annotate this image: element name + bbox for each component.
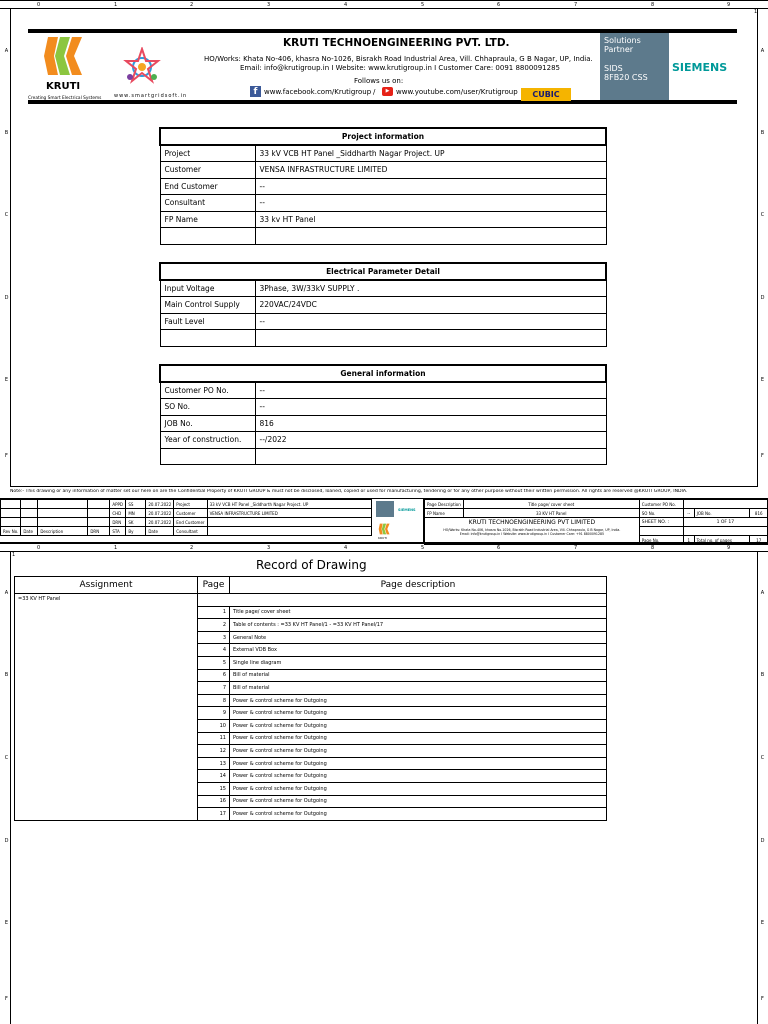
desc-cell: Single line diagram [230, 656, 607, 669]
tb-po-label: Customer PO No. [639, 500, 683, 509]
info-label: Input Voltage [160, 280, 255, 297]
row-mark: F [761, 996, 764, 1002]
tb-page-no-label: Page No. [639, 536, 683, 545]
star-logo-icon [122, 47, 162, 85]
tb-drn-col: DRN [88, 527, 110, 536]
row-mark: C [4, 212, 9, 218]
info-value: --/2022 [255, 432, 606, 449]
page-cell: 6 [198, 669, 230, 682]
desc-cell: Power & control scheme for Outgoing [230, 795, 607, 808]
partner-badge [600, 33, 669, 100]
smartgrid-url: www.smartgridsoft.in [114, 93, 188, 99]
info-label: Year of construction. [160, 432, 255, 449]
row-mark: E [4, 377, 9, 383]
ruler-col: 6 [497, 545, 501, 551]
table-row [160, 415, 606, 432]
corner-mark: 1 [754, 9, 758, 15]
company-contact: Email: info@krutigroup.in I Website: www.krutigroup.in I Customer Care: 0091 8800091285 [240, 64, 560, 72]
page-cell: 1 [198, 606, 230, 619]
tb-page-no-value: 1 [683, 536, 694, 545]
info-value: 33 kV VCB HT Panel _Siddharth Nagar Project. UP [255, 145, 606, 162]
ruler-col: 4 [344, 2, 348, 8]
project-info-title: Project information [160, 128, 606, 145]
logo-tagline: Creating Smart Electrical Systems [28, 96, 102, 101]
tb-end-customer-label: End Customer [174, 518, 207, 527]
tb-partner-mini [376, 501, 394, 517]
table-row [160, 313, 606, 330]
row-mark: B [4, 672, 9, 678]
header-banner [28, 29, 737, 104]
tb-sheet-label: SHEET NO. : [639, 518, 683, 527]
info-label [160, 228, 255, 245]
tb-desc-label: Description [38, 527, 88, 536]
desc-cell: General Note [230, 631, 607, 644]
page-cell: 7 [198, 682, 230, 695]
desc-cell: Bill of material [230, 682, 607, 695]
page-cell: 12 [198, 745, 230, 758]
row-mark: A [4, 590, 9, 596]
col-page: Page [198, 577, 230, 594]
desc-cell: Power & control scheme for Outgoing [230, 782, 607, 795]
tb-chd-by: MN [126, 509, 146, 518]
tb-so-label: SO No. [639, 509, 683, 518]
desc-cell: Power & control scheme for Outgoing [230, 770, 607, 783]
row-mark: F [5, 996, 8, 1002]
siemens-logo: SIEMENS [672, 61, 728, 74]
table-row [160, 448, 606, 465]
table-row [160, 195, 606, 212]
row-mark: D [4, 838, 9, 844]
general-table [159, 364, 607, 465]
page-cell: 13 [198, 757, 230, 770]
kruti-logo [28, 35, 102, 101]
page-cell: 8 [198, 694, 230, 707]
desc-cell: Power & control scheme for Outgoing [230, 694, 607, 707]
tb-customer-label: Customer [174, 509, 207, 518]
page-cell: 10 [198, 719, 230, 732]
table-row [160, 228, 606, 245]
info-value: -- [255, 178, 606, 195]
table-row [160, 382, 606, 399]
table-row [160, 399, 606, 416]
link-separator: / [373, 88, 376, 96]
info-value: VENSA INFRASTRUCTURE LIMITED [255, 162, 606, 179]
title-block-right [424, 499, 768, 545]
tb-date-col: Date [146, 527, 174, 536]
record-table [14, 576, 607, 821]
tb-job-label: JOB No. [694, 509, 750, 518]
assignment-cell [15, 594, 198, 821]
tb-contact: Email: info@krutigroup.in I Website: www.krutigroup.in I Customer Care: +91 8800091285 [459, 532, 605, 536]
ruler-col: 0 [37, 545, 41, 551]
desc-cell: Title page/ cover sheet [230, 606, 607, 619]
info-value [255, 448, 606, 465]
desc-cell: Power & control scheme for Outgoing [230, 719, 607, 732]
follow-label: Follows us on: [354, 77, 404, 85]
page-cell: 16 [198, 795, 230, 808]
second-ruler [0, 543, 768, 552]
info-label: JOB No. [160, 415, 255, 432]
logo-name: KRUTI [46, 81, 81, 92]
ruler-col: 8 [651, 545, 655, 551]
info-value [255, 228, 606, 245]
row-mark: C [760, 755, 765, 761]
info-label: Customer [160, 162, 255, 179]
tb-total-value: 17 [750, 536, 768, 545]
page-cell: 11 [198, 732, 230, 745]
tb-job-value: 816 [750, 509, 768, 518]
info-label: SO No. [160, 399, 255, 416]
cubic-logo: CUBIC [521, 88, 571, 101]
tb-page-desc-value: Title page/ cover sheet [463, 500, 639, 509]
youtube-icon: ▶ [382, 87, 393, 96]
info-value: -- [255, 382, 606, 399]
ruler-col: 0 [37, 2, 41, 8]
row-mark: B [760, 130, 765, 136]
page-cell: 9 [198, 707, 230, 720]
ruler-col: 9 [727, 2, 731, 8]
table-row [160, 178, 606, 195]
kruti-chevron-icon [44, 35, 88, 77]
tb-logos [372, 499, 424, 543]
tb-customer-value: VENSA INFRASTRUCTURE LIMITED [207, 509, 371, 518]
page-cell: 17 [198, 808, 230, 821]
col-assignment: Assignment [15, 577, 198, 594]
info-value: 3Phase, 3W/33kV SUPPLY . [255, 280, 606, 297]
tb-po-value [683, 500, 767, 509]
title-block [0, 498, 768, 543]
table-row [160, 432, 606, 449]
info-label [160, 448, 255, 465]
info-value: 33 kv HT Panel [255, 211, 606, 228]
info-value [255, 330, 606, 347]
tb-address: HO/Works: Khata No-406, khasra No-1026, Bisrakh Road Industrial Area, Vill. Chhapraula, G B Nagar, UP, India. [443, 528, 621, 532]
tb-project-value: 33 kV VCB HT Panel _Siddharth Nagar Project. UP [207, 500, 371, 509]
ruler-col: 8 [651, 2, 655, 8]
tb-so-value: -- [683, 509, 694, 518]
row-mark: B [760, 672, 765, 678]
tb-appd-by: SS [126, 500, 146, 509]
row-mark: E [760, 377, 765, 383]
row-mark: F [761, 453, 764, 459]
info-label: Consultant [160, 195, 255, 212]
title-block-left [0, 499, 372, 536]
desc-cell: Power & control scheme for Outgoing [230, 732, 607, 745]
tb-total-label: Total no. of pages [694, 536, 750, 545]
electrical-title: Electrical Parameter Detail [160, 263, 606, 280]
row-mark: D [4, 295, 9, 301]
row-mark: C [4, 755, 9, 761]
smartgrid-logo [114, 47, 188, 101]
info-label: FP Name [160, 211, 255, 228]
info-value: 816 [255, 415, 606, 432]
row-mark: D [760, 838, 765, 844]
info-label: Customer PO No. [160, 382, 255, 399]
tb-rev-label: Rev No. [1, 527, 21, 536]
corner-mark: 1 [12, 552, 16, 558]
ruler-col: 1 [114, 545, 118, 551]
tb-appd: APPD [110, 500, 126, 509]
record-title: Record of Drawing [256, 558, 367, 572]
ruler-col: 3 [267, 545, 271, 551]
page-cell: 4 [198, 644, 230, 657]
ruler-col: 3 [267, 2, 271, 8]
facebook-icon: f [250, 86, 261, 97]
ruler-col: 2 [190, 2, 194, 8]
info-label [160, 330, 255, 347]
row-mark: A [4, 48, 9, 54]
ruler-col: 5 [421, 545, 425, 551]
page-cell: 2 [198, 619, 230, 632]
info-label: End Customer [160, 178, 255, 195]
desc-cell: Table of contents : =33 KV HT Panel/1 - =33 KV HT Panel/17 [230, 619, 607, 632]
tb-siemens-mini: SIEMENS [398, 508, 416, 512]
row-mark: B [4, 130, 9, 136]
row-mark: E [4, 920, 9, 926]
youtube-link[interactable]: www.youtube.com/user/Krutigroup [396, 88, 518, 96]
table-row [160, 211, 606, 228]
electrical-table [159, 262, 607, 347]
sids-line2: 8FB20 CSS [604, 73, 648, 82]
row-mark: E [760, 920, 765, 926]
tb-drn-by: SK [126, 518, 146, 527]
col-desc: Page description [230, 577, 607, 594]
tb-date-label: Date [21, 527, 38, 536]
table-row [160, 297, 606, 314]
info-label: Project [160, 145, 255, 162]
company-address: HO/Works: Khata No-406, khasra No-1026, Bisrakh Road Industrial Area, Vill. Chhapraula, G B Nagar, UP, India. [204, 55, 593, 63]
tb-by-col: By [126, 527, 146, 536]
ruler-col: 9 [727, 545, 731, 551]
table-row [160, 280, 606, 297]
ruler-col: 7 [574, 2, 578, 8]
table-row [160, 162, 606, 179]
tb-kruti-chevron-icon [378, 523, 392, 535]
tb-drn: DRN [110, 518, 126, 527]
tb-appd-date: 20.07.2022 [146, 500, 174, 509]
tb-project-label: Project [174, 500, 207, 509]
info-value: -- [255, 399, 606, 416]
desc-cell: External VDB Box [230, 644, 607, 657]
ruler-col: 7 [574, 545, 578, 551]
project-info-table [159, 127, 607, 245]
tb-sheet-value: 1 OF 17 [683, 518, 767, 527]
assignment-value: =33 KV HT Panel [18, 596, 61, 602]
partner-line1: Solutions [604, 36, 641, 45]
tb-drn-date: 20.07.2022 [146, 518, 174, 527]
ruler-col: 1 [114, 2, 118, 8]
page-cell: 5 [198, 656, 230, 669]
row-mark: A [760, 48, 765, 54]
info-value: -- [255, 195, 606, 212]
desc-cell: Power & control scheme for Outgoing [230, 808, 607, 821]
row-mark: C [760, 212, 765, 218]
tb-kruti-mini: KRUTI [378, 536, 387, 540]
info-value: -- [255, 313, 606, 330]
info-label: Main Control Supply [160, 297, 255, 314]
tb-chd-date: 20.07.2022 [146, 509, 174, 518]
row-mark: A [760, 590, 765, 596]
sids-line1: SIDS [604, 64, 623, 73]
tb-company: KRUTI TECHNOENGINEERING PVT LIMITED [468, 519, 596, 526]
ruler-col: 5 [421, 2, 425, 8]
page-cell: 15 [198, 782, 230, 795]
tb-consultant-label: Consultant [174, 527, 207, 536]
desc-cell: Bill of material [230, 669, 607, 682]
table-row [160, 330, 606, 347]
page-cell: 3 [198, 631, 230, 644]
tb-sta-col: STA [110, 527, 126, 536]
row-mark: D [760, 295, 765, 301]
tb-chd: CHD [110, 509, 126, 518]
desc-cell: Power & control scheme for Outgoing [230, 745, 607, 758]
partner-line2: Partner [604, 45, 634, 54]
confidential-note: Note:- This drawing or any information of matter set our here on are the Confidential Property of KRUTI GROUP & must not be disclosed, loaned, copied or used for manufacturing, tendering or for any other purpose without their written permission. All rights are reserved @KRUTI GROUP, INDIA. [10, 489, 688, 494]
facebook-link[interactable]: www.facebook.com/Krutigroup [264, 88, 372, 96]
table-row [160, 145, 606, 162]
ruler-col: 6 [497, 2, 501, 8]
tb-fp-label: FP Name [425, 509, 464, 518]
row-mark: F [5, 453, 8, 459]
desc-cell: Power & control scheme for Outgoing [230, 707, 607, 720]
company-name: KRUTI TECHNOENGINEERING PVT. LTD. [283, 37, 510, 49]
info-label: Fault Level [160, 313, 255, 330]
top-ruler [0, 0, 768, 9]
page-cell: 14 [198, 770, 230, 783]
general-title: General information [160, 365, 606, 382]
tb-fp-value: 33 KV HT Panel [463, 509, 639, 518]
desc-cell: Power & control scheme for Outgoing [230, 757, 607, 770]
info-value: 220VAC/24VDC [255, 297, 606, 314]
ruler-col: 4 [344, 545, 348, 551]
tb-page-desc-label: Page Description [425, 500, 464, 509]
ruler-col: 2 [190, 545, 194, 551]
